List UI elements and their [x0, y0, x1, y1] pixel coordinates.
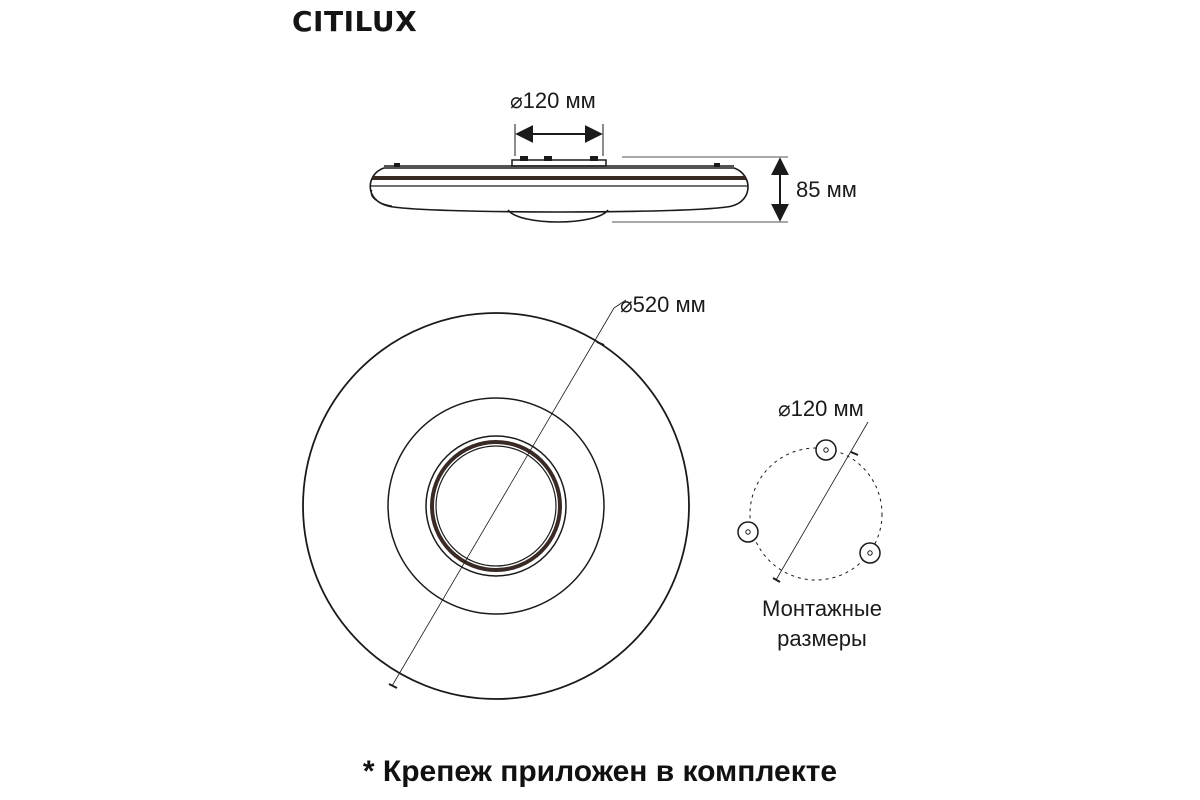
- mounting-pattern: [738, 422, 882, 582]
- side-view: [370, 124, 788, 222]
- diameter-line: [392, 308, 614, 686]
- diameter-icon: ⌀: [510, 90, 523, 113]
- mount-hole-right: [860, 543, 880, 563]
- diameter-icon: ⌀: [620, 294, 633, 317]
- lamp-diameter-label: ⌀520 мм: [620, 292, 706, 317]
- mount-hole-left: [738, 522, 758, 542]
- mounting-caption: [742, 594, 902, 654]
- mount-diameter-label: ⌀120 мм: [510, 88, 596, 113]
- inner-ring-accent: [432, 442, 560, 570]
- footnote: * Крепеж приложен в комплекте: [362, 755, 838, 788]
- inner-ring-inner: [436, 446, 556, 566]
- lamp-body-side: [370, 168, 748, 212]
- inner-ring-outer: [426, 436, 566, 576]
- mounting-caption-line2: размеры: [777, 626, 867, 651]
- height-label: 85 мм: [796, 177, 857, 202]
- diameter-icon: ⌀: [778, 398, 791, 421]
- outer-disc: [303, 313, 689, 699]
- top-view: [303, 300, 689, 699]
- mount-hole-top: [816, 440, 836, 460]
- brand-logo: CITILUX: [292, 5, 418, 38]
- middle-ring: [388, 398, 604, 614]
- mounting-caption-line1: Монтажные: [762, 596, 882, 621]
- mounting-diameter-label: ⌀120 мм: [778, 396, 864, 421]
